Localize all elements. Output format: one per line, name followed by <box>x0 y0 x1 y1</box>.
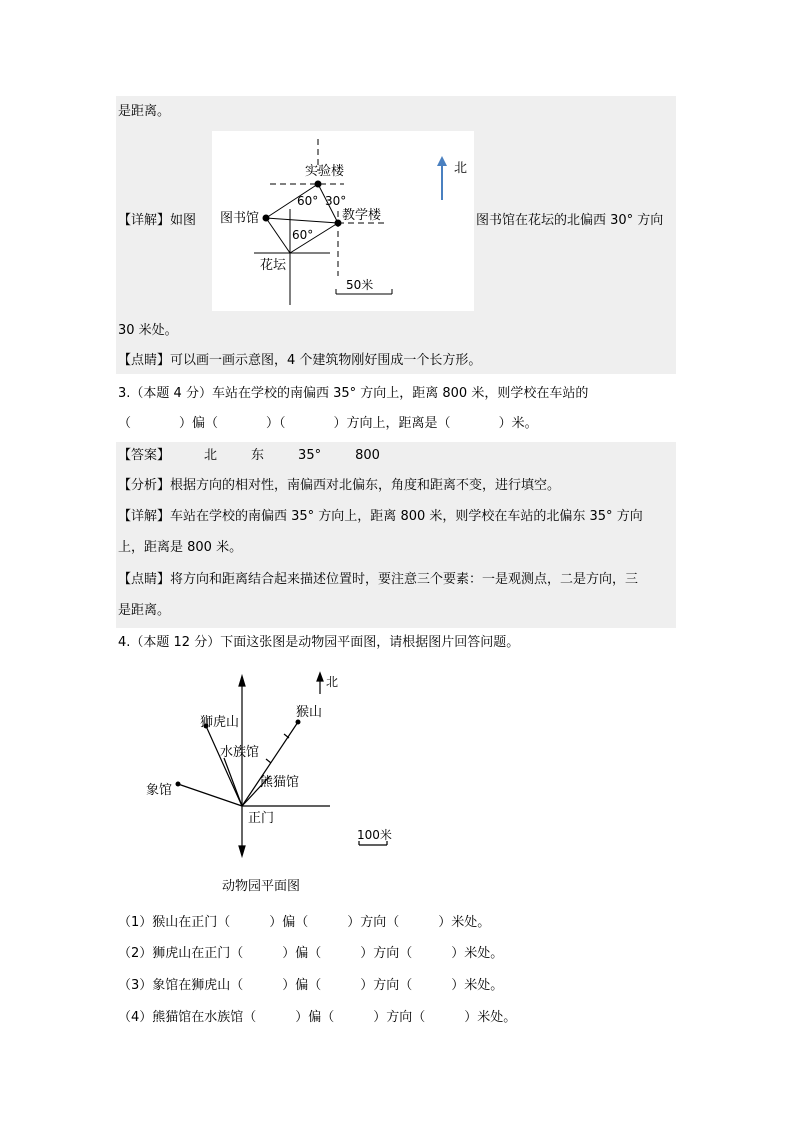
answer-2: 东 <box>251 448 265 463</box>
angle-60-top: 60° <box>297 194 319 208</box>
q4-item-4: （4）熊猫馆在水族馆（ ）偏（ ）方向（ ）米处。 <box>118 1010 517 1025</box>
q4-item-1: （1）猴山在正门（ ）偏（ ）方向（ ）米处。 <box>118 915 491 930</box>
main-gate-label: 正门 <box>248 811 275 826</box>
q3-blank-c: ）（ <box>266 416 286 431</box>
angle-30: 30° <box>325 194 347 208</box>
panda-house-label: 熊猫馆 <box>260 775 300 790</box>
prev-detail-label: 【详解】如图 <box>118 213 197 228</box>
q3-blanks <box>118 414 538 434</box>
answer-label: 【答案】 <box>118 448 171 463</box>
q3-point2: 是距离。 <box>118 603 171 618</box>
prev-line-after: 30 米处。 <box>118 323 178 338</box>
north-label: 北 <box>454 161 468 176</box>
q3-blank-b: ）偏（ <box>179 416 219 431</box>
answer-1: 北 <box>204 448 218 463</box>
q3-blank-e: ）米。 <box>498 416 538 431</box>
q3-answer-block <box>116 442 676 628</box>
lab-label: 实验楼 <box>305 164 345 179</box>
garden-label: 花坛 <box>260 258 287 273</box>
q3-detail2: 上，距离是 800 米。 <box>118 540 243 555</box>
zoo-map-figure <box>140 664 400 904</box>
elephant-house-label: 象馆 <box>146 783 173 798</box>
q4-stem: 4.（本题 12 分）下面这张图是动物园平面图，请根据图片回答问题。 <box>118 635 520 650</box>
angle-60-bottom: 60° <box>292 228 314 242</box>
north-arrow-icon <box>432 154 472 204</box>
prev-detail-right: 图书馆在花坛的北偏西 30° 方向 <box>476 213 664 228</box>
q3-blank-d: ）方向上，距离是（ <box>333 416 451 431</box>
prev-line1: 是距离。 <box>118 104 171 119</box>
q3-stem: 3.（本题 4 分）车站在学校的南偏西 35° 方向上，距离 800 米，则学校在车站的 <box>118 386 589 401</box>
answer-3: 35° <box>298 448 322 463</box>
library-label: 图书馆 <box>220 211 260 226</box>
prev-point: 【点睛】可以画一画示意图，4 个建筑物刚好围成一个长方形。 <box>118 353 482 368</box>
aquarium-label: 水族馆 <box>220 745 260 760</box>
q3-detail1: 【详解】车站在学校的南偏西 35° 方向上，距离 800 米，则学校在车站的北偏东 35° 方向 <box>118 509 643 524</box>
scale-100m: 100米 <box>357 828 392 842</box>
answer-4: 800 <box>355 448 380 463</box>
q3-point1: 【点睛】将方向和距离结合起来描述位置时，要注意三个要素：一是观测点，二是方向，三 <box>118 572 639 587</box>
teaching-building-label: 教学楼 <box>342 208 382 223</box>
q3-analysis: 【分析】根据方向的相对性，南偏西对北偏东，角度和距离不变，进行填空。 <box>118 478 561 493</box>
q3-answer <box>118 446 380 466</box>
map-caption: 动物园平面图 <box>222 879 301 894</box>
lion-hill-label: 狮虎山 <box>200 715 240 730</box>
q4-item-2: （2）狮虎山在正门（ ）偏（ ）方向（ ）米处。 <box>118 946 504 961</box>
scale-50m: 50米 <box>346 278 374 292</box>
monkey-hill-label: 猴山 <box>296 705 323 720</box>
zoo-north-label: 北 <box>326 675 339 689</box>
q4-item-3: （3）象馆在狮虎山（ ）偏（ ）方向（ ）米处。 <box>118 978 504 993</box>
q3-blank-a: （ <box>118 416 132 431</box>
